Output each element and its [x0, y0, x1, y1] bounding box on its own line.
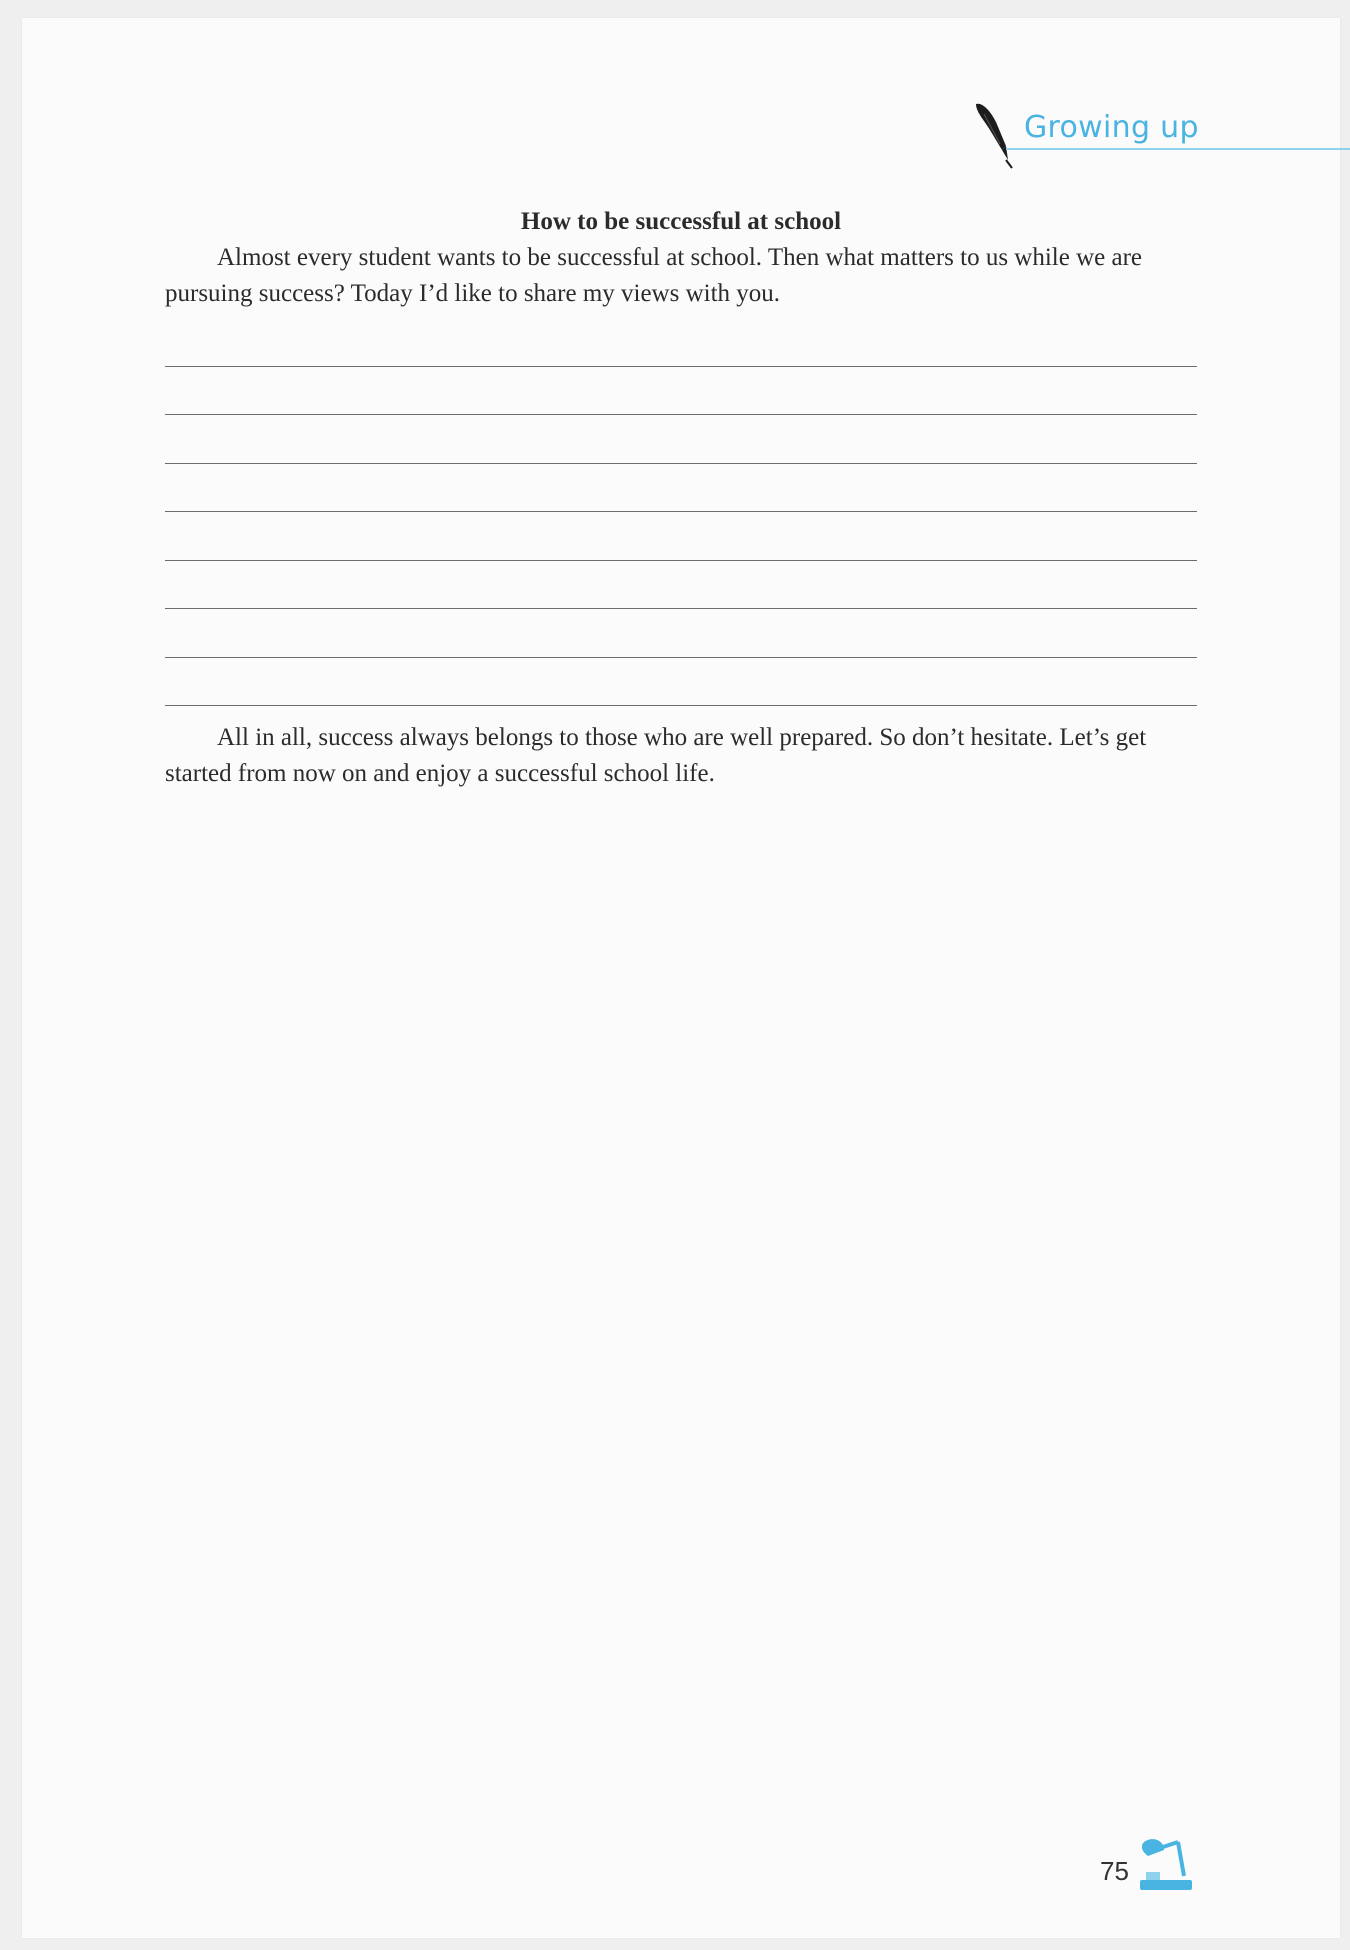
- writing-line[interactable]: [165, 561, 1197, 610]
- writing-line[interactable]: [165, 609, 1197, 658]
- writing-line[interactable]: [165, 318, 1197, 367]
- essay-title: How to be successful at school: [520, 208, 842, 235]
- workbook-page: [22, 18, 1340, 1938]
- writing-line[interactable]: [165, 658, 1197, 707]
- writing-line[interactable]: [165, 367, 1197, 416]
- writing-line[interactable]: [165, 415, 1197, 464]
- desk-lamp-icon: [1138, 1836, 1194, 1894]
- page-number: 75: [1100, 1856, 1129, 1886]
- essay-content: [165, 204, 1197, 792]
- writing-area[interactable]: [165, 318, 1197, 706]
- writing-line[interactable]: [165, 464, 1197, 513]
- header-rule: [1006, 148, 1350, 150]
- section-title: Growing up: [1024, 110, 1199, 145]
- pen-icon: [972, 100, 1014, 170]
- essay-intro: Almost every student wants to be successful at school. Then what matters to us while we are pursuing success? Today I’d like to share my views with you.: [165, 244, 1143, 307]
- section-header: [972, 100, 1350, 170]
- writing-line[interactable]: [165, 512, 1197, 561]
- essay-closing: All in all, success always belongs to those who are well prepared. So don’t hesitate. Let’s get started from now on and enjoy a successful school life.: [165, 724, 1147, 787]
